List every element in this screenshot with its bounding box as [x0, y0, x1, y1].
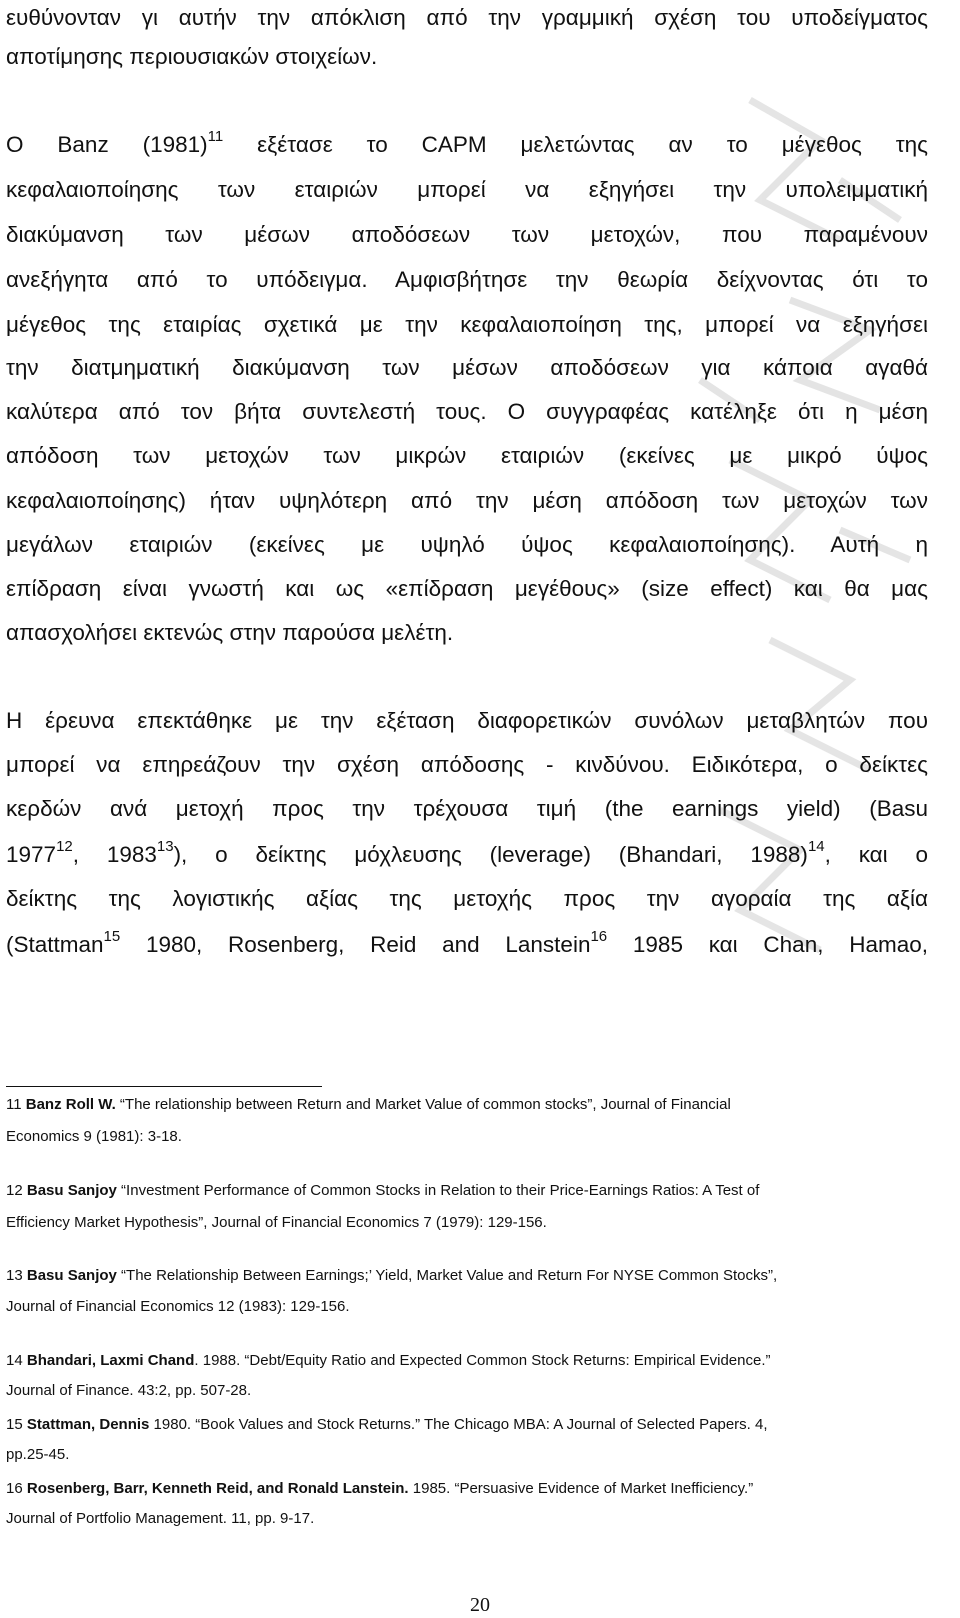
footnote-number: 12	[6, 1182, 27, 1199]
footnote-text: . 1988. “Debt/Equity Ratio and Expected Common Stock Returns: Empirical Evidence.”	[194, 1352, 771, 1369]
body-line: μπορεί να επηρεάζουν την σχέση απόδοσης - κινδύνου. Ειδικότερα, ο δείκτες	[6, 752, 928, 777]
footnote-separator	[6, 1086, 322, 1087]
body-line: μέγεθος της εταιρίας σχετικά με την κεφαλαιοποίηση της, μπορεί να εξηγήσει	[6, 312, 928, 337]
text-run: , 1983	[72, 842, 157, 867]
body-line: διακύμανση των μέσων αποδόσεων των μετοχών, που παραμένουν	[6, 222, 928, 247]
footnote-13-cont: Journal of Financial Economics 12 (1983): 129-156.	[6, 1298, 350, 1315]
footnote-ref: 16	[590, 928, 608, 945]
footnote-ref: 11	[207, 128, 224, 145]
body-line: κεφαλαιοποίησης) ήταν υψηλότερη από την μέση απόδοση των μετοχών των	[6, 488, 928, 513]
footnote-author: Basu Sanjoy	[26, 1182, 117, 1199]
body-line: κερδών ανά μετοχή προς την τρέχουσα τιμή (the earnings yield) (Basu	[6, 796, 928, 821]
footnote-16-cont: Journal of Portfolio Management. 11, pp. 9-17.	[6, 1510, 315, 1527]
footnote-14	[6, 1351, 928, 1371]
footnote-15	[6, 1415, 928, 1435]
footnote-ref: 14	[807, 838, 825, 855]
body-line: ανεξήγητα από το υπόδειγμα. Αμφισβήτησε την θεωρία δείχνοντας ότι το	[6, 267, 928, 292]
footnote-text: 1980. “Book Values and Stock Returns.” The Chicago MBA: A Journal of Selected Papers. 4,	[149, 1416, 768, 1433]
footnote-13	[6, 1266, 928, 1286]
text-run: , και ο	[824, 842, 929, 867]
text-run: εξέτασε το CAPM μελετώντας αν το μέγεθος της	[223, 132, 928, 157]
body-line: καλύτερα από τον βήτα συντελεστή τους. Ο συγγραφέας κατέληξε ότι η μέση	[6, 399, 928, 424]
footnote-16	[6, 1479, 928, 1499]
footnote-author: Banz Roll W.	[25, 1096, 116, 1113]
body-line: Η έρευνα επεκτάθηκε με την εξέταση διαφορετικών συνόλων μεταβλητών που	[6, 708, 928, 733]
text-run: 1985 και Chan, Hamao,	[607, 932, 928, 957]
footnote-text: “The relationship between Return and Market Value of common stocks”, Journal of Financial	[115, 1096, 731, 1113]
page-number: 20	[470, 1594, 490, 1616]
footnote-author: Basu Sanjoy	[26, 1267, 117, 1284]
footnote-text: “Investment Performance of Common Stocks in Relation to their Price-Earnings Ratios: A Test of	[116, 1182, 760, 1199]
footnote-number: 15	[6, 1416, 27, 1433]
footnote-12-cont: Efficiency Market Hypothesis”, Journal of Financial Economics 7 (1979): 129-156.	[6, 1214, 547, 1231]
text-run: 1977	[6, 842, 57, 867]
text-run: (Stattman	[6, 932, 104, 957]
footnote-11	[6, 1095, 928, 1115]
body-line	[6, 930, 928, 960]
footnote-15-cont: pp.25-45.	[6, 1446, 70, 1463]
body-line: απόδοση των μετοχών των μικρών εταιριών (εκείνες με μικρό ύψος	[6, 443, 928, 468]
body-line: απασχολήσει εκτενώς στην παρούσα μελέτη.	[6, 620, 454, 645]
body-line: αποτίμησης περιουσιακών στοιχείων.	[6, 44, 378, 69]
body-line: κεφαλαιοποίησης των εταιριών μπορεί να εξηγήσει την υπολειμματική	[6, 177, 928, 202]
body-line: ευθύνονταν γι αυτήν την απόκλιση από την γραμμική σχέση του υποδείγματος	[6, 5, 928, 30]
footnote-number: 14	[6, 1352, 27, 1369]
footnote-number: 13	[6, 1267, 27, 1284]
footnote-ref: 12	[56, 838, 73, 855]
footnote-14-cont: Journal of Finance. 43:2, pp. 507-28.	[6, 1382, 252, 1399]
body-line: μεγάλων εταιριών (εκείνες με υψηλό ύψος κεφαλαιοποίησης). Αυτή η	[6, 532, 928, 557]
text-run: ), ο δείκτης μόχλευσης (leverage) (Bhandari, 1988)	[173, 842, 808, 867]
footnote-author: Bhandari, Laxmi Chand	[26, 1352, 195, 1369]
footnote-text: 1985. “Persuasive Evidence of Market Inefficiency.”	[408, 1480, 754, 1497]
footnote-number: 16	[6, 1480, 27, 1497]
body-line	[6, 130, 928, 160]
footnote-text: “The Relationship Between Earnings;’ Yield, Market Value and Return For NYSE Common Stocks”,	[116, 1267, 778, 1284]
footnote-number: 11	[6, 1096, 26, 1113]
text-run: Ο Banz (1981)	[6, 132, 208, 157]
footnote-12	[6, 1181, 928, 1201]
body-line	[6, 840, 928, 870]
footnote-11-cont: Economics 9 (1981): 3-18.	[6, 1128, 182, 1145]
footnote-ref: 15	[103, 928, 121, 945]
body-line: επίδραση είναι γνωστή και ως «επίδραση μεγέθους» (size effect) και θα μας	[6, 576, 928, 601]
text-run: 1980, Rosenberg, Reid and Lanstein	[120, 932, 591, 957]
footnote-ref: 13	[156, 838, 174, 855]
footnote-author: Rosenberg, Barr, Kenneth Reid, and Ronald Lanstein.	[26, 1480, 409, 1497]
footnote-author: Stattman, Dennis	[26, 1416, 150, 1433]
body-line: δείκτης της λογιστικής αξίας της μετοχής προς την αγοραία της αξία	[6, 886, 928, 911]
body-line: την διατμηματική διακύμανση των μέσων αποδόσεων για κάποια αγαθά	[6, 355, 928, 380]
